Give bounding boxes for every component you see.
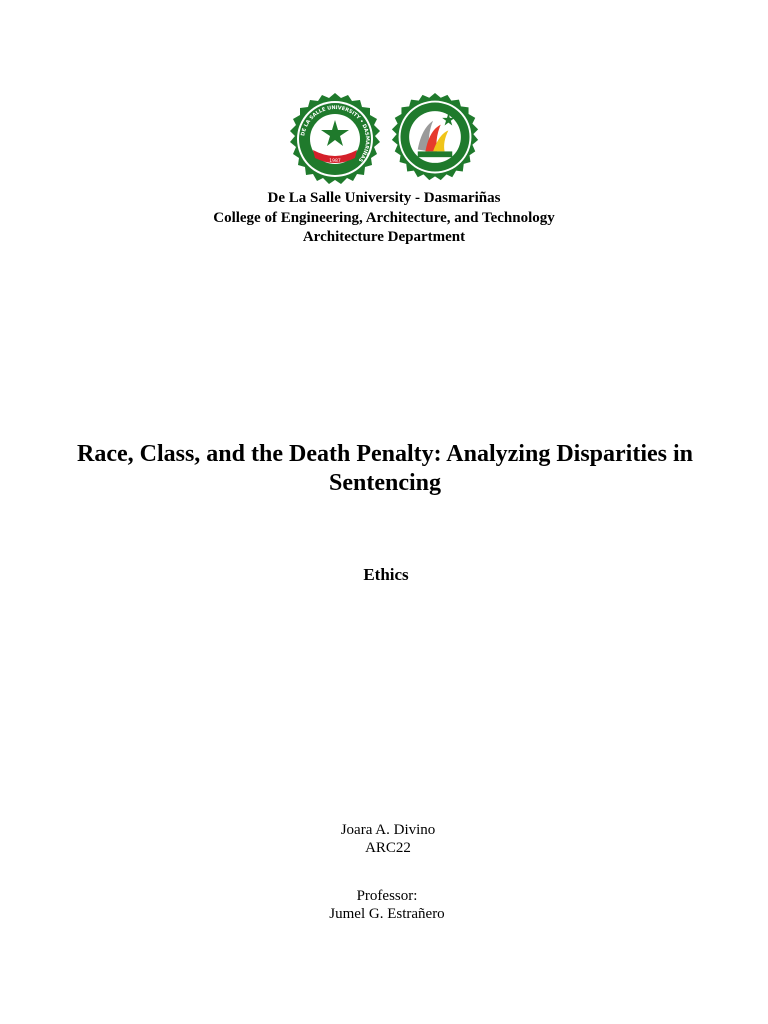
seal-ring-text: DE LA SALLE UNIVERSITY • DASMARIÑAS	[300, 104, 371, 163]
author-block	[0, 821, 768, 857]
professor-label: Professor:	[356, 888, 418, 904]
seal-year-text: 1987	[329, 159, 341, 164]
institution-header	[0, 189, 768, 248]
college-name: College of Engineering, Architecture, and Technology	[213, 209, 555, 226]
author-name: Joara A. Divino	[340, 822, 436, 838]
logo-row	[0, 92, 768, 192]
subject-name: Ethics	[363, 565, 409, 584]
college-seal-logo	[389, 92, 481, 184]
paper-title: Race, Class, and the Death Penalty: Analyzing Disparities in Sentencing	[76, 441, 693, 496]
department-name: Architecture Department	[302, 229, 466, 245]
university-name: De La Salle University - Dasmariñas	[267, 190, 501, 206]
author-section: ARC22	[365, 840, 411, 856]
professor-block	[0, 887, 768, 923]
professor-name: Jumel G. Estrañero	[329, 906, 445, 922]
dlsud-seal-logo	[287, 92, 383, 188]
